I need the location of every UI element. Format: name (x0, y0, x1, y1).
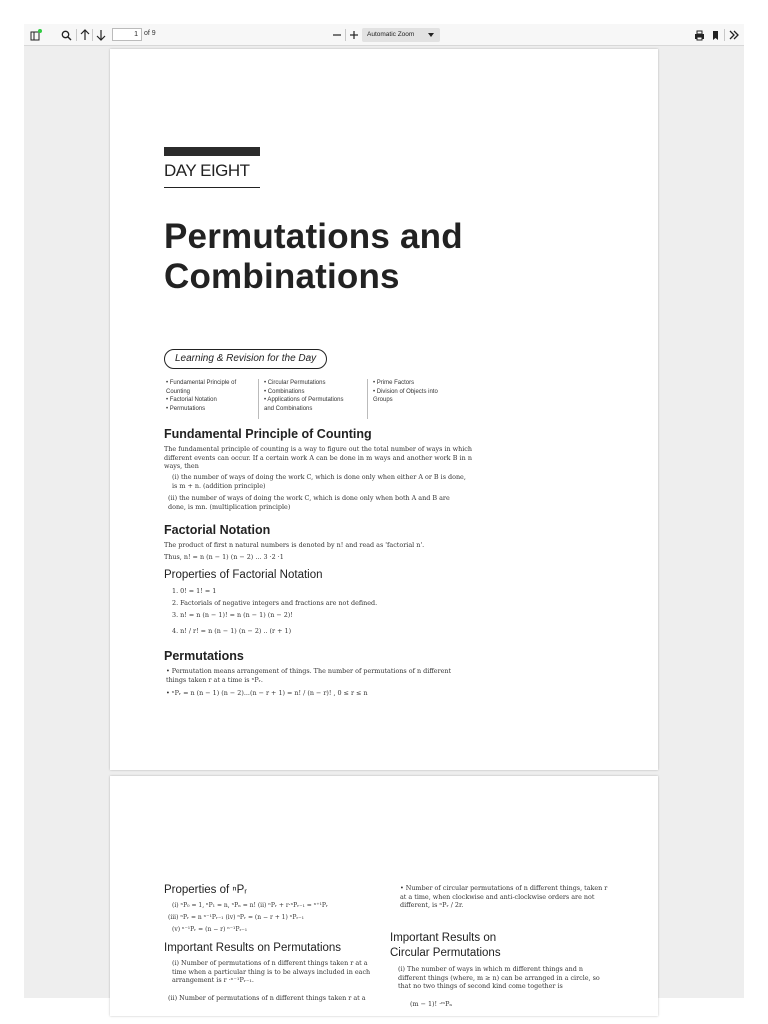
list-item: (ii) Number of permutations of n different things taken r at a (168, 994, 366, 1002)
list-item: • Number of circular permutations of n different things, taken r at a time, when clockwise and anti-clockwise orders are not different, is ⁿPᵣ / 2r. (400, 884, 608, 910)
sidebar-toggle-icon (30, 29, 42, 41)
divider (164, 187, 260, 188)
zoom-in-button[interactable] (347, 27, 361, 43)
print-icon (694, 30, 705, 41)
list-item: • Factorial Notation (166, 397, 217, 404)
list-item: (i) ⁿP₀ = 1, ⁿP₁ = n, ⁿPₙ = n! (ii) ⁿPᵣ + r·ⁿPᵣ₋₁ = ⁿ⁺¹Pᵣ (172, 902, 329, 909)
chapter-title-line: Permutations and (164, 217, 463, 256)
chevron-down-icon (428, 33, 434, 37)
list-item: (ii) the number of ways of doing the work C, which is done only when both A and B are done, is mn. (multiplication principle) (168, 494, 450, 511)
day-bar-decoration (164, 147, 260, 156)
learning-topics-col-1 (166, 379, 236, 413)
list-item: • ⁿPᵣ = n (n − 1) (n − 2)...(n − r + 1) = n! / (n − r)! , 0 ≤ r ≤ n (166, 689, 368, 697)
find-button[interactable] (58, 27, 74, 43)
zoom-select-value: Automatic Zoom (367, 31, 415, 38)
list-item: 3. n! = n (n − 1)! = n (n − 1) (n − 2)! (172, 611, 293, 619)
divider (258, 379, 259, 419)
list-item: (i) Number of permutations of n different things taken r at a time when a particular thing is to be always included in each arrangement is r ·ⁿ⁻¹Pᵣ₋₁. (172, 959, 371, 985)
list-item: • Permutations (166, 405, 206, 412)
list-item: • Fundamental Principle of (166, 380, 237, 386)
toolbar-separator (345, 29, 346, 41)
learning-topics-col-2 (264, 379, 343, 413)
subsection-heading: Properties of ⁿPᵣ (164, 884, 248, 896)
page-number-input[interactable]: 1 (112, 28, 142, 41)
next-page-button[interactable] (94, 27, 108, 43)
list-item: and Combinations (264, 405, 313, 412)
zoom-out-button[interactable] (330, 27, 344, 43)
tools-button[interactable] (726, 27, 742, 43)
paragraph: The fundamental principle of counting is a way to figure out the total number of ways in which different events can occur. If a certain work A can be done in m ways and another work B in n ways, then (164, 445, 472, 471)
pdf-viewer (24, 24, 744, 1008)
chapter-title-line: Combinations (164, 257, 400, 296)
list-item: (m − 1)! ·ᵐPₙ (410, 1000, 453, 1008)
sidebar-toggle-button[interactable] (28, 27, 44, 43)
arrow-up-icon (80, 29, 90, 41)
list-item: (i) the number of ways of doing the work C, which is done only when either A or B is done, is m + n. (addition principle) (172, 473, 466, 490)
list-item: • Division of Objects into (373, 388, 438, 395)
paragraph: Thus, n! = n (n − 1) (n − 2) ... 3 ·2 ·1 (164, 553, 284, 561)
list-item: • Combinations (264, 388, 305, 395)
chevron-double-right-icon (729, 30, 740, 40)
list-item: Counting (166, 388, 191, 395)
bookmark-icon (711, 30, 720, 41)
subsection-heading: Important Results on (390, 932, 497, 944)
pdf-page-1 (110, 49, 658, 770)
learning-topics-col-3 (373, 379, 438, 405)
arrow-down-icon (96, 29, 106, 41)
list-item: • Applications of Permutations (264, 397, 344, 404)
toolbar-separator (92, 29, 93, 41)
zoom-in-icon (349, 30, 359, 40)
toolbar-separator (76, 29, 77, 41)
toolbar (24, 24, 744, 46)
section-heading: Factorial Notation (164, 523, 271, 537)
page-count-label: of 9 (144, 30, 156, 37)
list-item: 4. n! / r! = n (n − 1) (n − 2) .. (r + 1) (172, 627, 292, 635)
list-item: • Circular Permutations (264, 380, 326, 386)
zoom-out-icon (332, 30, 342, 40)
list-item: (iii) ⁿPᵣ = n ⁿ⁻¹Pᵣ₋₁ (iv) ⁿPᵣ = (n − r + 1) ⁿPᵣ₋₁ (168, 914, 305, 921)
section-heading: Permutations (164, 649, 244, 663)
section-heading: Fundamental Principle of Counting (164, 427, 372, 441)
search-icon (61, 30, 72, 41)
list-item: • Prime Factors (373, 380, 415, 386)
paragraph: The product of first n natural numbers is denoted by n! and read as 'factorial n'. (164, 541, 425, 549)
pdf-page-2 (110, 776, 658, 1016)
list-item: (v) ⁿ⁻¹Pᵣ = (n − r) ⁿ⁻¹Pᵣ₋₁ (172, 926, 248, 933)
toolbar-separator (724, 29, 725, 41)
list-item: 2. Factorials of negative integers and fractions are not defined. (172, 599, 378, 607)
divider (367, 379, 368, 419)
list-item: 1. 0! = 1! = 1 (172, 587, 217, 595)
subsection-heading: Circular Permutations (390, 947, 501, 959)
print-button[interactable] (692, 27, 706, 43)
list-item: (i) The number of ways in which m different things and n different things (where, m ≥ n) can be arranged in a circle, so that no two things of second kind come together is (398, 965, 600, 991)
learning-revision-pill: Learning & Revision for the Day (164, 349, 327, 369)
zoom-select[interactable] (362, 28, 440, 42)
day-label: DAY EIGHT (164, 161, 250, 180)
subsection-heading: Important Results on Permutations (164, 942, 342, 954)
chapter-title (164, 217, 584, 297)
list-item: • Permutation means arrangement of things. The number of permutations of n different things taken r at a time is ⁿPᵣ. (166, 667, 452, 684)
list-item: Groups (373, 397, 393, 404)
bookmark-button[interactable] (708, 27, 722, 43)
previous-page-button[interactable] (78, 27, 92, 43)
subsection-heading: Properties of Factorial Notation (164, 569, 323, 581)
